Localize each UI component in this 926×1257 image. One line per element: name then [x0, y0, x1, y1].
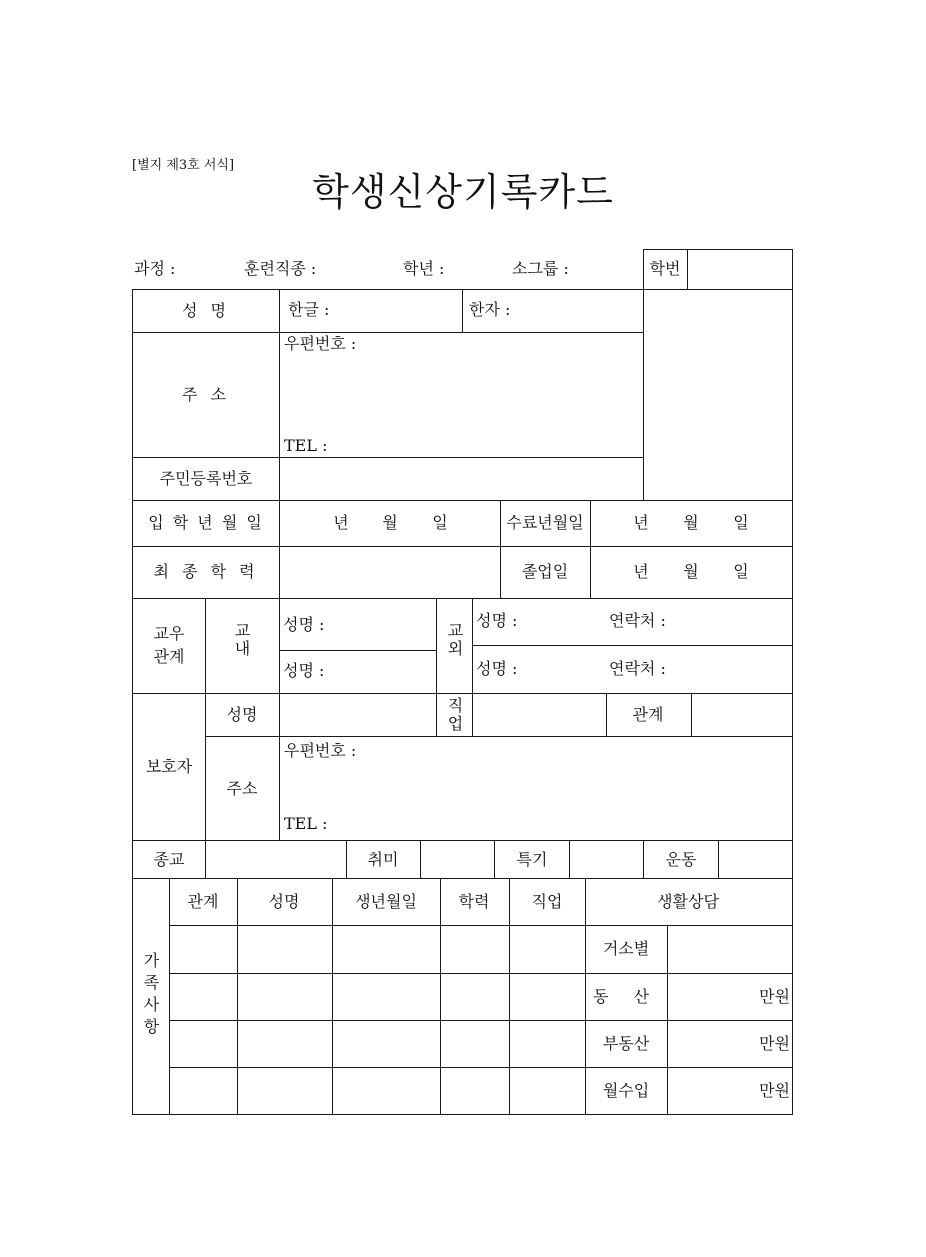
rule: [237, 878, 238, 1115]
rule: [606, 693, 607, 736]
rule: [132, 500, 793, 501]
guardian-name-label: 성명: [226, 705, 258, 724]
rule: [509, 878, 510, 1115]
completion-year[interactable]: 년: [633, 513, 649, 532]
photo-box: [644, 290, 792, 500]
rrn-label: 주민등록번호: [159, 469, 253, 488]
name-hangul-field[interactable]: 한글 :: [288, 300, 330, 319]
rule: [169, 878, 170, 1115]
rule: [500, 500, 501, 598]
rule: [332, 878, 333, 1115]
rule: [279, 289, 280, 547]
outside-friend-1-name[interactable]: 성명 :: [476, 611, 518, 630]
guardian-tel-field[interactable]: TEL :: [284, 814, 328, 833]
graduation-month[interactable]: 월: [683, 562, 699, 581]
rule: [205, 598, 206, 840]
friends-inside-label: 교내: [232, 622, 251, 658]
rule: [169, 925, 793, 926]
address-label: 주 소: [182, 385, 230, 404]
rule: [132, 1114, 793, 1115]
guardian-postal-field[interactable]: 우편번호 :: [284, 741, 357, 760]
entry-day[interactable]: 일: [432, 513, 448, 532]
inside-friend-2-name[interactable]: 성명 :: [283, 661, 325, 680]
student-no-field[interactable]: [688, 250, 792, 289]
special-field[interactable]: [570, 841, 643, 878]
guardian-job-field[interactable]: [473, 694, 605, 736]
family-header-name: 성명: [268, 892, 300, 911]
guardian-label: 보호자: [145, 757, 193, 776]
consult-residence-label: 거소별: [602, 939, 650, 958]
consult-movable-unit: 만원: [759, 987, 790, 1006]
course-label: 과정 :: [134, 259, 176, 278]
friends-label-line2: 관계: [153, 647, 185, 666]
rule: [132, 878, 793, 879]
rrn-field[interactable]: [280, 458, 642, 500]
rule: [436, 598, 437, 736]
family-header-education: 학력: [458, 892, 490, 911]
rule: [494, 840, 495, 878]
religion-label: 종교: [153, 850, 185, 869]
grade-label: 학년 :: [403, 259, 445, 278]
student-no-label: 학번: [649, 259, 681, 278]
rule: [643, 840, 644, 878]
outside-friend-1-contact[interactable]: 연락처 :: [609, 611, 666, 630]
consult-realestate-label: 부동산: [602, 1034, 650, 1053]
friends-outside-label: 교외: [445, 622, 464, 658]
page-title: 학생신상기록카드: [312, 170, 614, 214]
rule: [169, 1020, 793, 1021]
hobby-field[interactable]: [421, 841, 494, 878]
address-postal-field[interactable]: 우편번호 :: [284, 334, 357, 353]
name-label: 성 명: [182, 301, 230, 320]
entry-month[interactable]: 월: [382, 513, 398, 532]
friends-label-line1: 교우: [153, 624, 185, 643]
rule: [462, 289, 463, 332]
graduation-year[interactable]: 년: [633, 562, 649, 581]
rule: [132, 289, 133, 1115]
hobby-label: 취미: [367, 850, 399, 869]
outside-friend-2-name[interactable]: 성명 :: [476, 659, 518, 678]
education-field[interactable]: [280, 547, 499, 598]
outside-friend-2-contact[interactable]: 연락처 :: [609, 659, 666, 678]
guardian-address-label: 주소: [226, 779, 258, 798]
consult-realestate-unit: 만원: [759, 1034, 790, 1053]
entry-date-label: 입 학 년 월 일: [148, 513, 264, 532]
rule: [132, 332, 643, 333]
completion-date-label: 수료년월일: [506, 513, 584, 532]
form-label: [별지 제3호 서식]: [132, 158, 235, 173]
education-label: 최 종 학 력: [153, 562, 259, 581]
family-header-birthdate: 생년월일: [355, 892, 417, 911]
rule: [792, 249, 793, 1115]
family-header-relation: 관계: [187, 892, 219, 911]
guardian-name-field[interactable]: [280, 694, 435, 736]
rule: [169, 973, 793, 974]
small-group-label: 소그룹 :: [512, 259, 569, 278]
family-header-consult: 생활상담: [657, 892, 719, 911]
rule: [169, 1067, 793, 1068]
rule: [346, 840, 347, 878]
family-label: 가족사항: [141, 952, 160, 1040]
sport-field[interactable]: [719, 841, 792, 878]
completion-day[interactable]: 일: [733, 513, 749, 532]
rule: [205, 736, 793, 737]
rule: [440, 878, 441, 1115]
name-hanja-field[interactable]: 한자 :: [469, 300, 511, 319]
sport-label: 운동: [665, 850, 697, 869]
rule: [585, 878, 586, 1115]
rule: [472, 645, 793, 646]
guardian-relation-label: 관계: [632, 705, 664, 724]
graduation-label: 졸업일: [521, 562, 569, 581]
rule: [279, 650, 436, 651]
rule: [590, 500, 591, 598]
rule: [132, 598, 793, 599]
completion-month[interactable]: 월: [683, 513, 699, 532]
inside-friend-1-name[interactable]: 성명 :: [283, 615, 325, 634]
guardian-relation-field[interactable]: [692, 694, 792, 736]
consult-movable-label: 동 산: [593, 987, 659, 1006]
address-tel-field[interactable]: TEL :: [284, 436, 328, 455]
consult-income-label: 월수입: [602, 1081, 650, 1100]
consult-income-unit: 만원: [759, 1081, 790, 1100]
religion-field[interactable]: [206, 841, 346, 878]
graduation-day[interactable]: 일: [733, 562, 749, 581]
training-label: 훈련직종 :: [244, 259, 317, 278]
entry-year[interactable]: 년: [333, 513, 349, 532]
guardian-job-label: 직업: [445, 697, 464, 733]
family-header-job: 직업: [531, 892, 563, 911]
special-label: 특기: [516, 850, 548, 869]
